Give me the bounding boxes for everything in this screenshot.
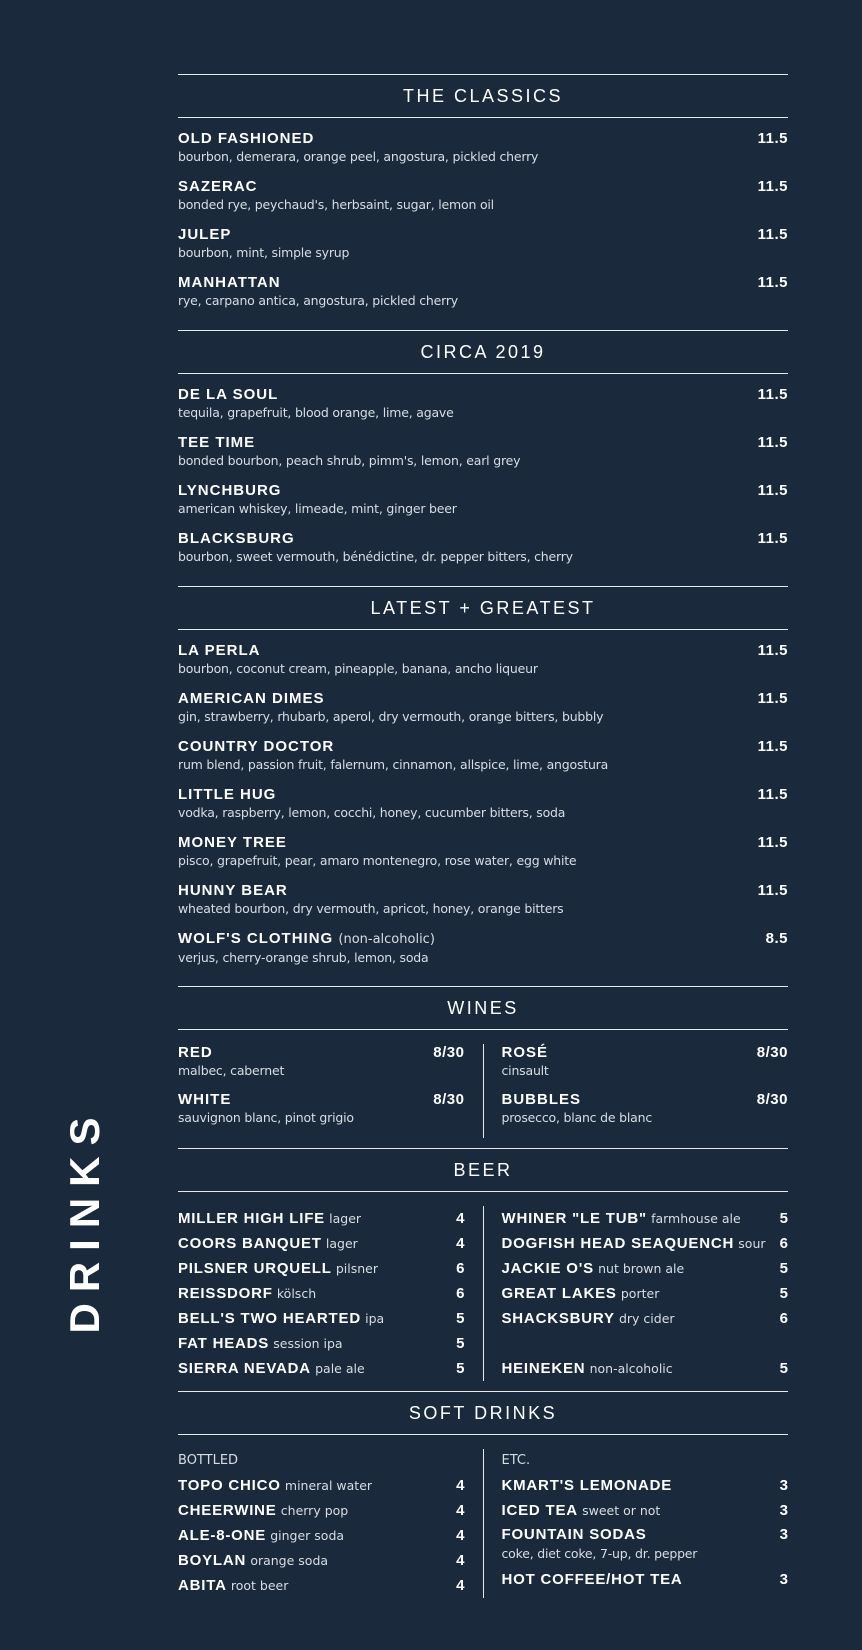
beer-right-column — [502, 1206, 789, 1381]
item-price: 4 — [456, 1235, 465, 1252]
item-price: 3 — [779, 1525, 788, 1543]
item-name: BELL'S TWO HEARTED — [178, 1310, 361, 1327]
item-price: 11.5 — [757, 882, 788, 899]
item-type: lager — [329, 1211, 362, 1226]
item-name: GREAT LAKES — [501, 1285, 617, 1302]
item-type: cherry pop — [280, 1503, 349, 1518]
item-name: REISSDORF — [178, 1285, 273, 1302]
item-name: LITTLE HUG — [178, 786, 277, 803]
item-name: WHITE — [178, 1091, 232, 1108]
item-desc: tequila, grapefruit, blood orange, lime, agave — [178, 405, 454, 420]
section-title-circa: CIRCA 2019 — [178, 330, 788, 374]
item-name: FOUNTAIN SODAS — [501, 1525, 647, 1543]
item-price: 4 — [456, 1477, 465, 1494]
beer-spacer — [502, 1331, 789, 1356]
item-name: BLACKSBURG — [178, 530, 295, 547]
item-type: pale ale — [315, 1361, 365, 1376]
item-price: 11.5 — [757, 386, 788, 403]
item-price: 11.5 — [757, 690, 788, 707]
wines-right-column — [502, 1044, 789, 1138]
item-name — [178, 930, 435, 949]
menu-item — [178, 834, 788, 882]
item-desc: gin, strawberry, rhubarb, aperol, dry vermouth, orange bitters, bubbly — [178, 709, 604, 724]
soft-left-column — [178, 1449, 484, 1598]
item-name: JULEP — [178, 226, 232, 243]
menu-item — [178, 130, 788, 178]
circa-list — [178, 374, 788, 586]
item-price: 5 — [779, 1360, 788, 1377]
item-type: non-alcoholic — [589, 1361, 673, 1376]
menu-item — [178, 930, 788, 978]
item-desc: cinsault — [501, 1063, 549, 1078]
item-name: OLD FASHIONED — [178, 130, 315, 147]
item-name: DOGFISH HEAD SEAQUENCH — [501, 1235, 735, 1252]
item-price: 8/30 — [433, 1044, 465, 1061]
soft-item — [178, 1573, 465, 1598]
item-name: ROSÉ — [501, 1044, 549, 1061]
item-name: COORS BANQUET — [178, 1235, 322, 1252]
item-price: 4 — [456, 1577, 465, 1594]
beer-item — [502, 1231, 789, 1256]
section-title-soft-drinks: SOFT DRINKS — [178, 1391, 788, 1435]
item-name: PILSNER URQUELL — [178, 1260, 332, 1277]
side-title — [55, 1106, 115, 1334]
section-title-wines: WINES — [178, 986, 788, 1030]
item-type: root beer — [230, 1578, 289, 1593]
beer-item — [178, 1281, 465, 1306]
item-price: 11.5 — [757, 274, 788, 291]
menu-item — [178, 274, 788, 322]
item-desc: bourbon, demerara, orange peel, angostura, pickled cherry — [178, 149, 539, 164]
item-price: 5 — [779, 1260, 788, 1277]
beer-item — [502, 1306, 789, 1331]
item-price: 11.5 — [757, 482, 788, 499]
soft-item — [178, 1498, 465, 1523]
wines-list — [178, 1030, 788, 1148]
item-desc: rye, carpano antica, angostura, pickled cherry — [178, 293, 458, 308]
item-name: MONEY TREE — [178, 834, 287, 851]
menu-item — [178, 738, 788, 786]
beer-item — [178, 1206, 465, 1231]
item-desc: wheated bourbon, dry vermouth, apricot, honey, orange bitters — [178, 901, 564, 916]
classics-list — [178, 118, 788, 330]
soft-drinks-list — [178, 1435, 788, 1608]
item-price: 5 — [456, 1310, 465, 1327]
item-type: kölsch — [276, 1286, 317, 1301]
beer-item — [502, 1206, 789, 1231]
item-name: ABITA — [178, 1577, 227, 1594]
item-desc: bonded rye, peychaud's, herbsaint, sugar, lemon oil — [178, 197, 494, 212]
item-price: 4 — [456, 1502, 465, 1519]
item-price: 6 — [456, 1260, 465, 1277]
item-name: ALE-8-ONE — [178, 1527, 267, 1544]
item-name: JACKIE O'S — [501, 1260, 594, 1277]
menu-item — [178, 882, 788, 930]
soft-right-column — [502, 1449, 789, 1598]
item-name: TOPO CHICO — [178, 1477, 281, 1494]
section-title-beer: BEER — [178, 1148, 788, 1192]
item-desc: american whiskey, limeade, mint, ginger beer — [178, 501, 457, 516]
item-name: LA PERLA — [178, 642, 261, 659]
beer-item — [178, 1356, 465, 1381]
menu-item — [178, 786, 788, 834]
item-price: 11.5 — [757, 434, 788, 451]
wine-item — [502, 1044, 789, 1091]
item-name: BUBBLES — [501, 1091, 582, 1108]
menu-item — [178, 642, 788, 690]
soft-item — [502, 1473, 789, 1498]
item-name: AMERICAN DIMES — [178, 690, 325, 707]
item-price: 4 — [456, 1527, 465, 1544]
item-type: pilsner — [335, 1261, 379, 1276]
item-type: lager — [325, 1236, 358, 1251]
item-desc: malbec, cabernet — [178, 1063, 285, 1078]
item-price: 11.5 — [757, 530, 788, 547]
item-price: 8/30 — [756, 1044, 788, 1061]
beer-item — [178, 1306, 465, 1331]
item-price: 5 — [456, 1360, 465, 1377]
item-name: WHINER "LE TUB" — [501, 1210, 647, 1227]
item-type: session ipa — [273, 1336, 343, 1351]
item-desc: prosecco, blanc de blanc — [501, 1110, 652, 1125]
item-desc: sauvignon blanc, pinot grigio — [178, 1110, 354, 1125]
item-price: 11.5 — [757, 130, 788, 147]
item-price: 6 — [779, 1310, 788, 1327]
item-type: farmhouse ale — [651, 1211, 741, 1226]
item-note: (non-alcoholic) — [338, 932, 435, 947]
item-desc: verjus, cherry-orange shrub, lemon, soda — [178, 950, 429, 965]
item-type: nut brown ale — [598, 1261, 685, 1276]
item-price: 11.5 — [757, 738, 788, 755]
item-price: 5 — [456, 1335, 465, 1352]
item-name: HEINEKEN — [501, 1360, 586, 1377]
soft-item — [502, 1567, 789, 1592]
item-type: porter — [620, 1286, 660, 1301]
beer-left-column — [178, 1206, 484, 1381]
item-price: 4 — [456, 1210, 465, 1227]
item-name: SIERRA NEVADA — [178, 1360, 311, 1377]
item-name: HUNNY BEAR — [178, 882, 288, 899]
wine-item — [178, 1044, 465, 1091]
section-title-classics: THE CLASSICS — [178, 74, 788, 118]
item-price: 5 — [779, 1285, 788, 1302]
item-price: 11.5 — [757, 834, 788, 851]
item-name: DE LA SOUL — [178, 386, 279, 403]
menu-item — [178, 690, 788, 738]
soft-item — [178, 1523, 465, 1548]
item-name: COUNTRY DOCTOR — [178, 738, 335, 755]
item-price: 8/30 — [433, 1091, 465, 1108]
beer-item — [502, 1356, 789, 1381]
item-name: KMART'S LEMONADE — [501, 1477, 673, 1494]
item-type: ginger soda — [270, 1528, 345, 1543]
wines-left-column — [178, 1044, 484, 1138]
item-type: mineral water — [284, 1478, 373, 1493]
item-name: HOT COFFEE/HOT TEA — [501, 1571, 683, 1588]
side-title-text: DRINKS — [61, 1106, 108, 1334]
item-price: 8.5 — [765, 930, 788, 947]
item-type: ipa — [365, 1311, 385, 1326]
soft-item — [178, 1548, 465, 1573]
item-price: 3 — [779, 1502, 788, 1519]
wine-item — [178, 1091, 465, 1138]
beer-item — [178, 1256, 465, 1281]
item-desc: pisco, grapefruit, pear, amaro montenegro, rose water, egg white — [178, 853, 577, 868]
item-name: TEE TIME — [178, 434, 256, 451]
item-price: 5 — [779, 1210, 788, 1227]
item-name: RED — [178, 1044, 213, 1061]
section-title-latest: LATEST + GREATEST — [178, 586, 788, 630]
soft-item — [502, 1498, 789, 1523]
beer-list — [178, 1192, 788, 1391]
item-type: orange soda — [250, 1553, 329, 1568]
item-name-text: WOLF'S CLOTHING — [178, 930, 334, 947]
soft-item — [178, 1473, 465, 1498]
item-desc: bonded bourbon, peach shrub, pimm's, lemon, earl grey — [178, 453, 521, 468]
item-type: sour — [738, 1236, 766, 1251]
etc-label: ETC. — [501, 1453, 531, 1468]
item-price: 8/30 — [756, 1091, 788, 1108]
bottled-label: BOTTLED — [178, 1453, 239, 1468]
item-price: 11.5 — [757, 786, 788, 803]
menu-item — [178, 434, 788, 482]
fountain-sodas-desc: coke, diet coke, 7-up, dr. pepper — [501, 1546, 698, 1561]
item-desc: bourbon, mint, simple syrup — [178, 245, 350, 260]
menu-item — [178, 530, 788, 578]
item-price: 6 — [779, 1235, 788, 1252]
menu-item — [178, 178, 788, 226]
item-name: ICED TEA — [501, 1502, 578, 1519]
beer-item — [502, 1281, 789, 1306]
item-name: SAZERAC — [178, 178, 258, 195]
item-desc: vodka, raspberry, lemon, cocchi, honey, cucumber bitters, soda — [178, 805, 566, 820]
item-name: MILLER HIGH LIFE — [178, 1210, 325, 1227]
item-name: MANHATTAN — [178, 274, 281, 291]
menu-item — [178, 386, 788, 434]
item-name: FAT HEADS — [178, 1335, 270, 1352]
item-price: 3 — [779, 1571, 788, 1588]
item-type: dry cider — [618, 1311, 675, 1326]
item-name: LYNCHBURG — [178, 482, 282, 499]
item-price: 4 — [456, 1552, 465, 1569]
item-price: 6 — [456, 1285, 465, 1302]
item-name: SHACKSBURY — [501, 1310, 615, 1327]
wine-item — [502, 1091, 789, 1138]
item-name: BOYLAN — [178, 1552, 247, 1569]
item-price: 3 — [779, 1477, 788, 1494]
item-price: 11.5 — [757, 178, 788, 195]
beer-item — [178, 1231, 465, 1256]
item-desc: bourbon, coconut cream, pineapple, banana, ancho liqueur — [178, 661, 538, 676]
menu-item — [178, 482, 788, 530]
drinks-menu — [178, 74, 788, 1608]
item-desc: bourbon, sweet vermouth, bénédictine, dr. pepper bitters, cherry — [178, 549, 573, 564]
item-type: sweet or not — [582, 1503, 661, 1518]
menu-item — [178, 226, 788, 274]
item-name: CHEERWINE — [178, 1502, 277, 1519]
beer-item — [502, 1256, 789, 1281]
beer-item — [178, 1331, 465, 1356]
item-price: 11.5 — [757, 642, 788, 659]
item-price: 11.5 — [757, 226, 788, 243]
soft-item — [502, 1523, 789, 1545]
latest-list — [178, 630, 788, 986]
item-desc: rum blend, passion fruit, falernum, cinnamon, allspice, lime, angostura — [178, 757, 609, 772]
